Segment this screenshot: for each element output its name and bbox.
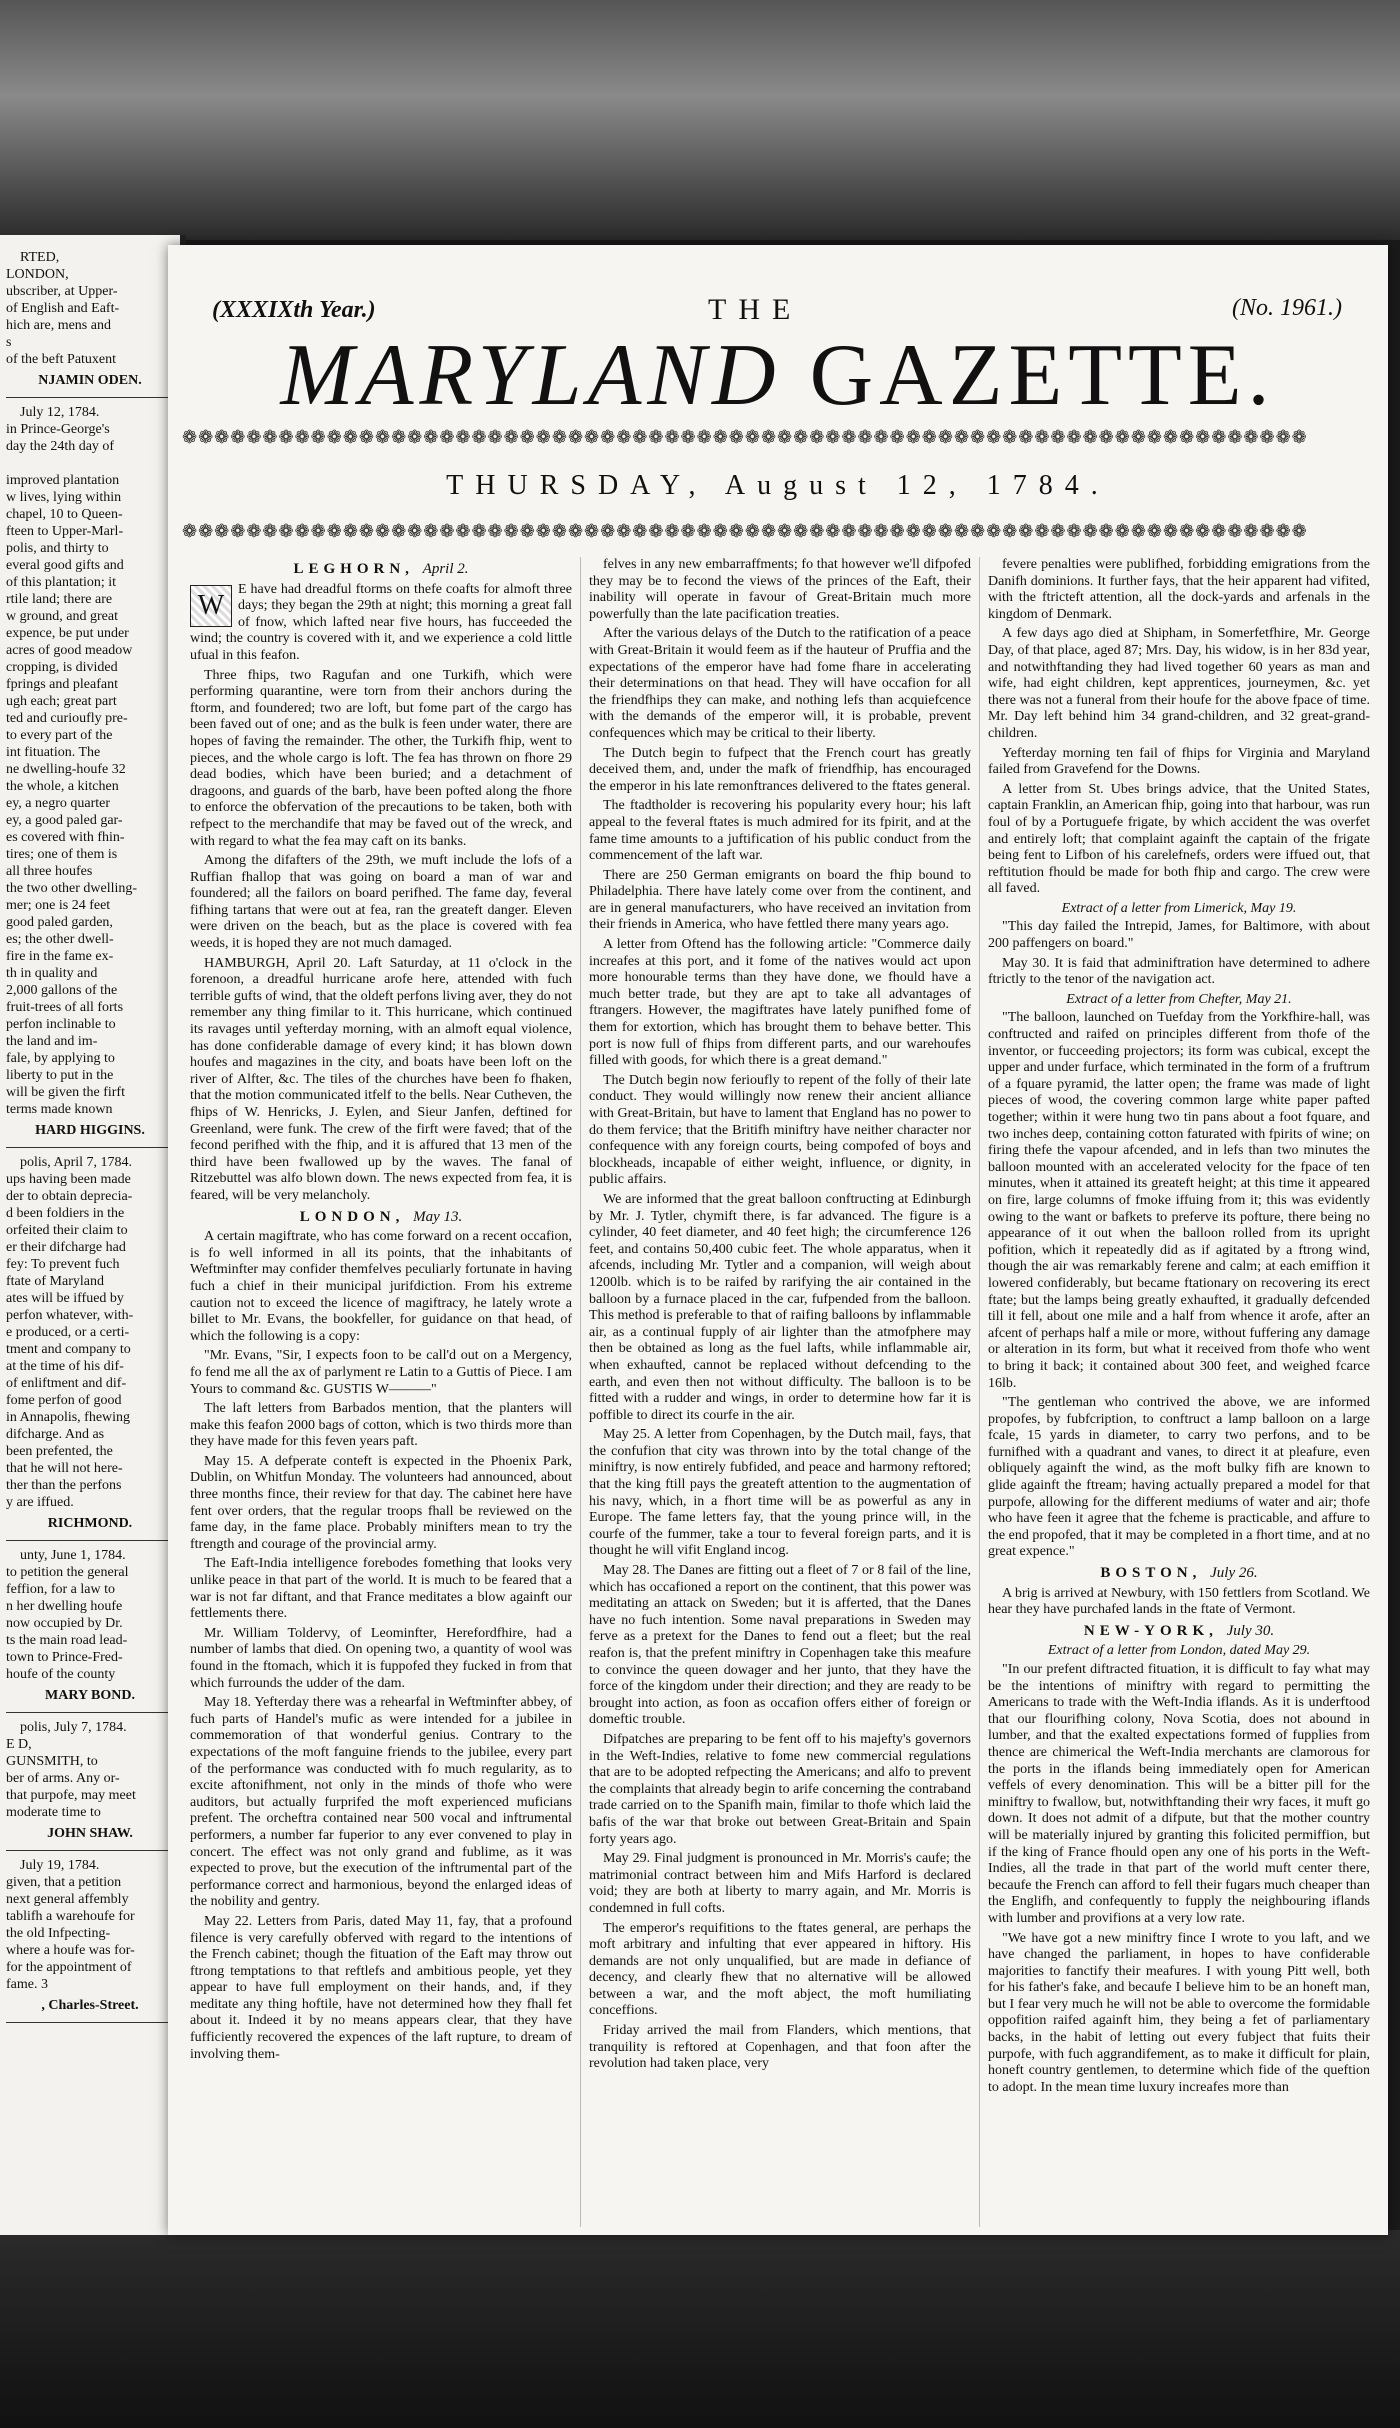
masthead-the: THE [708,293,803,326]
adjacent-page-column [0,235,180,2029]
dateline-place: BOSTON, [1100,1565,1202,1582]
paragraph-text: E have had dreadful ftorms on thefe coafts for almoft three days; they began the 29th at night; this morning a great fall of fnow, which lafted near five hours, has fucceeded the wind; the country is covered with it, and we experience a cold little ufual in this feafon. [190,581,572,663]
article-paragraph: A few days ago died at Shipham, in Somerfetfhire, Mr. George Day, of that place, aged 87; Mrs. Day, his widow, is in her 83d year, and notwithftanding they had lived together 60 years as man and wife, had eight children, kept apprentices, journeymen, &c. yet there was not a funeral from their houfe for the above fpace of time. Mr. Day left behind him 34 grand-children, and 32 great-grand-children. [988,626,1370,741]
masthead [168,245,1388,575]
article-paragraph: The Dutch begin to fufpect that the French court has greatly deceived them, and, under the mafk of friendfhip, has encouraged the emperor in his late remonftrances delivered to the ftates general. [589,745,971,794]
ornament-rule-top: ❁❁❁❁❁❁❁❁❁❁❁❁❁❁❁❁❁❁❁❁❁❁❁❁❁❁❁❁❁❁❁❁❁❁❁❁❁❁❁❁❁❁❁❁❁❁❁❁❁❁❁❁❁❁❁❁❁❁❁❁❁❁❁❁❁❁❁❁❁❁ [182,428,1308,446]
article-paragraph: May 29. Final judgment is pronounced in Mr. Morris's caufe; the matrimonial contract between him and Mifs Harford is declared void; they are both at liberty to marry again, and Mr. Morris is condemned in full cofts. [589,1851,971,1916]
article-paragraph: The Dutch begin now ferioufly to repent of the folly of their late conduct. They would willingly now renew their ancient alliance with Great-Britain, but have to lament that England has no power to do them fervice; that the Britifh miniftry have neither character nor confequence with any foreign courts, being compofed of boys and blockheads, incapable of either weight, influence, or dignity, in public affairs. [589,1072,971,1188]
dateline-place: LEGHORN, [293,561,414,577]
article-paragraph: We are informed that the great balloon conftructing at Edinburgh by Mr. J. Tytler, chymift there, is far advanced. The figure is a cylinder, 40 feet diameter, and 40 feet high; the circumference 126 feet, and contains 50,400 cubic feet. The whole apparatus, when it afcends, including Mr. Tytler and a companion, will weigh about 1200lb. which is to be raifed by rarifying the air contained in the balloon by a furnace placed in the car, fufpended from the balloon. This method is preferable to that of raifing balloons by inflammable air, as a continual fupply of air lighter than the atmofphere may then be obtained as long as the fuel lafts, while inflammable air, when exhaufted, cannot be replaced without defcending to the earth, and even then not without difficulty. The balloon is to be fitted with a rudder and wings, in order to determine how far it is poffible to direct its courfe in the air. [589,1191,971,1423]
article-paragraph: May 28. The Danes are fitting out a fleet of 7 or 8 fail of the line, which has occafioned a report on the continent, that this power was meditating an attack on Sweden; but it is afferted, that the Danes have no fuch intention. Some naval preparations in Sweden may ferve as a pretext for the Danes to fend out a fleet; but the real reafon is, that the prefent miniftry in Copenhagen take this meafure to convince the queen dowager and her junto, that they have the force of the kingdom under their direction; and they are ready to be brought into action, as foon as occafion offers either of foreign or domeftic trouble. [589,1563,971,1728]
dateline-place: NEW-YORK, [1083,1622,1218,1639]
article-dateline [988,1623,1370,1640]
advert-text: July 19, 1784. given, that a petition next general affembly tablifh a warehoufe for the old Infpecting- where a houfe was for- for the appointment of fame. 3 [6,1858,135,1992]
issue-number: (No. 1961.) [1232,295,1342,321]
article-dateline [988,1565,1370,1582]
dateline-date: April 2. [422,561,469,577]
advert-signature: RICHMOND. [47,1516,133,1531]
column-3 [980,557,1378,2227]
advert-text: polis, April 7, 1784. ups having been made der to obtain deprecia- d been foldiers in the orfeited their claim to er their difcharge had fey: To prevent fuch ftate of Maryland ates will be iffued by perfon whatever, with- e produced, or a certi- tment and company to at the time of his dif- of enliftment and dif- fome perfon of good in Annapolis, fhewing difcharge. And as been prefented, the that he will not here- ther than the perfons y are iffued. [6,1155,134,1510]
column-2 [581,557,980,2227]
divider-rule [6,1540,174,1541]
article-paragraph: The emperor's requifitions to the ftates general, are perhaps the moft arbitrary and infulting that ever appeared in hiftory. His demands are not only unqualified, but are made in defiance of decency, and clearly fhew that no alternative will be allowed between a war, and the moft abject, the moft humiliating conceffions. [589,1920,971,2019]
newspaper-title [188,325,1368,426]
dateline-date: July 30. [1226,1622,1275,1639]
article-paragraph [190,582,572,665]
article-paragraph: May 25. A letter from Copenhagen, by the Dutch mail, fays, that the confufion that city was thrown into by the total change of the miniftry, is now entirely fubfided, and peace and harmony reftored; that the king ftill pays the greateft attention to the augmentation of his navy, which, in a fhort time will be as powerful as any in Europe. The fame letters fay, that the young prince will, in the courfe of the fummer, take a tour to feveral foreign parts, and it is thought he will vifit England incog. [589,1427,971,1559]
article-paragraph: May 18. Yefterday there was a rehearfal in Weftminfter abbey, of fuch parts of Handel's mufic as were intended for a jubilee in commemoration of that wonderful genius. Contrary to the expectations of the moft fanguine friends to the jubilee, every part of the performance was conducted with fo much regularity, as to excite aftonifhment, not only in the minds of thofe who were auditors, but actually furprifed the moft experienced muficians prefent. The orcheftra contained near 500 vocal and inftrumental performers, a number far fuperior to any ever convened to play in concert. The effect was not only grand and fublime, as it was expected to prove, but the execution of the inftrumental part of the performance correct and harmonious, beyond the enlarged ideas of the nobility and gentry. [190,1695,572,1910]
dateline-date: July 26. [1210,1565,1258,1582]
volume-year: (XXXIXth Year.) [212,297,376,323]
divider-rule [6,1850,174,1851]
article-paragraph: "We have got a new miniftry fince I wrote to you laft, and we have changed the parliament, in hopes to have confiderable majorities to fanctify their meafures. I with young Pitt well, both for his father's fake, and becaufe I believe him to be an honeft man, but I fear very much he will not be able to overcome the formidable oppofition raifed againft him, they being a fet of parliamentary backs, in the habit of letting out every fubject that fuits their purpofe, with fuch aggrandifement, as to make it difficult for plain, honeft country gentlemen, to determine which fide of the queftion to adopt. In the mean time luxury increafes more than [988,1930,1370,2095]
article-paragraph: The Eaft-India intelligence forebodes fomething that looks very unlike peace in that part of the world. It is much to be feared that a war is not far diftant, and that France meditates a blow againft our fettlements there. [190,1556,572,1622]
issue-date: THURSDAY, August 12, 1784. [446,470,1110,501]
divider-rule [6,1147,174,1148]
article-paragraph: The laft letters from Barbados mention, that the planters will make this feafon 2000 bags of cotton, which is two thirds more than they have made for this feven years paft. [190,1401,572,1450]
article-columns [182,557,1378,2227]
advert-signature: HARD HIGGINS. [35,1123,145,1138]
advert-signature: , Charles-Street. [41,1998,139,2013]
divider-rule [6,2022,174,2023]
ornament-rule-bottom: ❁❁❁❁❁❁❁❁❁❁❁❁❁❁❁❁❁❁❁❁❁❁❁❁❁❁❁❁❁❁❁❁❁❁❁❁❁❁❁❁❁❁❁❁❁❁❁❁❁❁❁❁❁❁❁❁❁❁❁❁❁❁❁❁❁❁❁❁❁❁ [182,522,1308,540]
article-paragraph: "The balloon, launched on Tuefday from the Yorkfhire-hall, was conftructed and raifed on principles different from thofe of the inventor, or fucceeding projectors; its form was cubical, except the upper and under furface, which terminated in the form of a fruftrum of a fquare pyramid, the latter open; the frame was made of light pieces of wood, the covering common large white paper pafted together; within it were hung two tin pans about a foot fquare, and two inches deep, containing cotton faturated with fpirits of wine; on firing thefe the vapour afcended, and in lefs than two minutes the balloon mounted with an accelerated velocity for the fpace of ten minutes, when it attained its greateft height; at this time it appeared on fire, large columns of fmoke iffuing from it; this was evidently owing to the want or bafkets to preferve its pofture, there being no appearance of it out when the balloon rolled from its upright pofition, which it repeatedly did as if agitated by a ftrong wind, though the air was remarkably ferene and calm; at each emiffion it lowered confiderably, but became ftationary on recovering its erect ftate; but the lamps being greatly exhaufted, it gradually defcended till it fell, about one mile and a half from whence it arofe, after an afcent of perhaps half a mile or more, without fuffering any damage or alteration in its form, but what it received from thofe who went to bring it back; it contained about 300 feet, and weighed fcarce 16lb. [988,1010,1370,1391]
advert-signature: NJAMIN ODEN. [38,373,142,388]
article-paragraph: A certain magiftrate, who has come forward on a recent occafion, is fo well informed in all its points, that the inhabitants of Weftminfter may confider themfelves peculiarly fortunate in having fuch a chief in their municipal jurifdiction. From his extreme caution not to exceed the licence of magiftracy, he lately wrote a billet to Mr. Evans, the bookfeller, for guidance on that head, of which the following is a copy: [190,1229,572,1344]
article-paragraph: May 22. Letters from Paris, dated May 11, fay, that a profound filence is very carefully obferved with regard to the intentions of the French cabinet; though the fituation of the Eaft may throw out ftrong temptations to that reftlefs and ambitious people, yet they appear to have full employment on their hands, and, if they meditate any thing hoftile, have not determined how they fhall fet about it. Indeed it by no means appears clear, that they have fufficiently recovered the expences of the laft rupture, to dream of involving them- [190,1913,572,2062]
article-paragraph: There are 250 German emigrants on board the fhip bound to Philadelphia. There have lately come over from the continent, and are in general manufacturers, who have received an invitation from their friends in America, who have fettled there many years ago. [589,867,971,933]
article-paragraph: felves in any new embarraffments; fo that however we'll difpofed they may be to fecond the views of the princes of the Eaft, their inability will operate in favour of Great-Britain much more powerfully than the late pacification treaties. [589,557,971,622]
article-paragraph: May 15. A defperate conteft is expected in the Phoenix Park, Dublin, on Whitfun Monday. The volunteers had announced, about three months fince, their review for that day. The cabinet here have fent over orders, that the regular troops fhall be reviewed on the fame day, in the fame place. Probably minifters mean to try the ftrength and courage of the provincial army. [190,1453,572,1552]
article-paragraph: "This day failed the Intrepid, James, for Baltimore, with about 200 paffengers on board." [988,919,1370,952]
article-paragraph: The ftadtholder is recovering his popularity every hour; his laft appeal to the feveral ftates is much admired for its fpirit, and at the fame time amounts to a juftification of his public conduct from the commencement of the laft war. [589,798,971,864]
advert-text: unty, June 1, 1784. to petition the general feffion, for a law to n her dwelling houfe now occupied by Dr. ts the main road lead- town to Prince-Fred- houfe of the county [6,1548,129,1682]
article-paragraph: Three fhips, two Ragufan and one Turkifh, which were performing quarantine, were torn from their anchors during the ftorm, and foundered; two are loft, but fome part of the cargo has been faved out of one; and as the bulk is feen under water, there are hopes of faving the remainder. The other, the Turkifh fhip, went to pieces, and the whole cargo is loft. The fea has thrown on fhore 29 dead bodies, which have been buried; and a detachment of dragoons, and guards of the barb, have been pofted along the fhore to enforce the obfervation of the precautions to be taken, both with refpect to the merchandife that may be faved out of the wreck, and with regard to what the fea may caft on its banks. [190,667,572,849]
advert-text: polis, July 7, 1784. E D, GUNSMITH, to ber of arms. Any or- that purpofe, may meet moderate time to [6,1720,136,1820]
article-paragraph: Mr. William Toldervy, of Leominfter, Herefordfhire, had a number of lambs that died. On opening two, a quantity of wool was found in the ftomach, which it is fuppofed they fucked in from that which furrounds the udder of the dam. [190,1625,572,1691]
scan-bottom-background [0,2230,1400,2428]
article-paragraph: A letter from Oftend has the following article: "Commerce daily increafes at this port, and it fome of the natives would act upon more honourable terms than they have done, we fhould have a much better trade, but they are apt to take all advantages of ftrangers. However, the magiftrates have lately punifhed fome of them for extortion, which has brought them to behave better. This port is now full of fhips from different parts, and our warehoufes filled with goods, for which there is a great demand." [589,937,971,1069]
advert-text: July 12, 1784. in Prince-George's day the 24th day of improved plantation w lives, lying within chapel, 10 to Queen- fteen to Upper-Marl- polis, and thirty to everal good gifts and of this plantation; it rtile land; there are w ground, and great expence, be put under acres of good meadow cropping, is divided fprings and pleafant ugh each; great part ted and curioufly pre- to every part of the int fituation. The ne dwelling-houfe 32 the whole, a kitchen ey, a negro quarter ey, a good paled gar- es covered with fhin- tires; one of them is all three houfes the two other dwelling- mer; one is 24 feet good paled garden, es; the other dwell- fire in the fame ex- th in quality and 2,000 gallons of the fruit-trees of all forts perfon inclinable to the land and im- fale, by applying to liberty to put in the will be given the firft terms made known [6,405,138,1117]
dateline-date: May 13. [413,1208,463,1225]
article-paragraph: fevere penalties were publifhed, forbidding emigrations from the Danifh dominions. It further fays, that the heir apparent had vifited, with the ftricteft attention, all the dock-yards and arfenals in the kingdom of Denmark. [988,557,1370,622]
article-paragraph: Difpatches are preparing to be fent off to his majefty's governors in the Weft-Indies, relative to fome new commercial regulations that are to be adopted refpecting the Americans; and alfo to prevent the complaints that already begin to arife concerning the contraband trade carried on to the Spanifh main, fimilar to thofe which laid the bafis of the war that broke out between Great-Britain and Spain forty years ago. [589,1731,971,1847]
advert-signature: MARY BOND. [45,1688,135,1703]
column-1 [182,557,581,2227]
extract-heading: Extract of a letter from London, dated May 29. [1047,1643,1311,1659]
article-paragraph: After the various delays of the Dutch to the ratification of a peace with Great-Britain it would feem as if the hauteur of Pruffia and the expectations of the emperor have had fome fhare in accelerating their determinations on that head. They will have occafion for all the friendfhips they can make, and nothing lefs than acquiefcence with the demands of the emperor will, it is probable, prevent confequences which may be critical to their liberty. [589,626,971,741]
article-paragraph: HAMBURGH, April 20. Laft Saturday, at 11 o'clock in the forenoon, a dreadful hurricane arofe here, attended with fuch terrible gufts of wind, that the oldeft perfons living aver, they do not remember any thing fimilar to it. This hurricane, which continued its ravages until yefterday morning, with an almoft equal violence, has done confiderable damage of every kind; it has blown down houfes and magazines in the city, and boats have been loft on the river of Alfter, &c. The tiles of the churches have been fo fhaken, that the motion communicated itfelf to the bells. Near Cutheven, the fhips of W. Henricks, J. Eylen, and Sieur Janfen, deftined for Greenland, were funk. The crew of the firft were faved; that of the fecond perifhed with the fhip, and it is affured that 13 men of the third have been fwallowed up by the waves. The fanal of Ritzebuttel was alfo blown down. The news expected from fea, it is feared, will be very melancholy. [190,955,573,1203]
article-paragraph: A brig is arrived at Newbury, with 150 fettlers from Scotland. We hear they have purchafed lands in the ftate of Vermont. [988,1585,1370,1618]
scan-top-background [0,0,1400,240]
adjacent-page [0,235,186,2235]
article-paragraph: May 30. It is faid that adminiftration have determined to adhere ftrictly to the tenor of the navigation act. [988,955,1370,988]
newspaper-page [168,245,1388,2235]
article-dateline [190,561,572,578]
drop-cap: W [190,585,232,627]
article-paragraph: Among the difafters of the 29th, we muft include the lofs of a Ruffian fhallop that was going on board a man of war and foundered; all the failors on board perifhed. The fame day, feveral fifhing tartans that were out at fea, ran the greateft danger. Eleven were driven on the beach, but as the place is covered with fea weeds, it is hoped they are not much damaged. [190,853,572,952]
article-paragraph: "The gentleman who contrived the above, we are informed propofes, by fubfcription, to conftruct a lamp balloon on a large fcale, 15 yards in diameter, to carry two perfons, and to be furnifhed with a quadrant and vanes, to direct it at pleafure, even obliquely againft the wind, as the moft bulky fifh are known to glide againft the ftream; having actually prepared a model for that purpofe, allowing for the different mediums of water and air; thofe who have feen it agree that the fcheme is practicable, and affure to the end propofed, that it may be completed in a fhort time, and at no great expence." [988,1395,1370,1560]
divider-rule [6,397,174,398]
article-dateline [190,1209,572,1226]
article-paragraph: A letter from St. Ubes brings advice, that the United States, captain Franklin, an American fhip, going into that harbour, was run foul of by a Portuguefe frigate, by which accident the was overfet and entirely loft; that complaint againft the captain of the frigate being fent to Lifbon of his carelefnefs, orders were iffued out, that reftitution fhould be made for both fhip and cargo. The crew were all faved. [988,781,1370,897]
advert-text: RTED, LONDON, ubscriber, at Upper- of English and Eaft- hich are, mens and s of the beft Patuxent [6,250,120,367]
article-paragraph: Friday arrived the mail from Flanders, which mentions, that tranquility is reftored at Copenhagen, and that foon after the revolution had taken place, very [589,2023,971,2072]
article-paragraph: "Mr. Evans, "Sir, I expects foon to be call'd out on a Mergency, fo fend me all the ax of parlyment re Latin to a Guttis of Piece. I am Yours to command &c. GUSTIS W———" [190,1348,572,1397]
article-paragraph: Yefterday morning ten fail of fhips for Virginia and Maryland failed from Gravefend for the Downs. [988,745,1370,778]
title-roman-part: GAZETTE. [809,327,1276,424]
title-italic-part: MARYLAND [280,327,782,424]
extract-heading: Extract of a letter from Limerick, May 19. [1061,900,1297,916]
advert-signature: JOHN SHAW. [47,1826,133,1841]
extract-heading: Extract of a letter from Chefter, May 21. [1066,991,1292,1007]
article-paragraph: "In our prefent diftracted fituation, it is difficult to fay what may be the intentions of miniftry with regard to permitting the Americans to trade with the Weft-India iflands. As it is underftood that our flourifhing colony, Nova Scotia, does not abound in lumber, and that the exalted expectations formed of fupplies from thence are chimerical the Weft-India merchants are clamorous for the ports in the iflands being immediately open for American veffels of every denomination. This will be a bitter pill for the miniftry to fwallow, but, notwithftanding their wry faces, it muft go down. It does not admit of a difpute, but that the mother country will be materially injured by granting this folicited permiffion, but if the king of France fhould open any one of his ports in the Weft-Indies, all the trade in that part of the world muft center there, becaufe the French can afford to fell their fugars much cheaper than the Englifh, and confequently to fupply the neighbouring iflands with lumber and provifions at a very low rate. [988,1662,1370,1926]
dateline-place: LONDON, [299,1208,405,1225]
divider-rule [6,1712,174,1713]
